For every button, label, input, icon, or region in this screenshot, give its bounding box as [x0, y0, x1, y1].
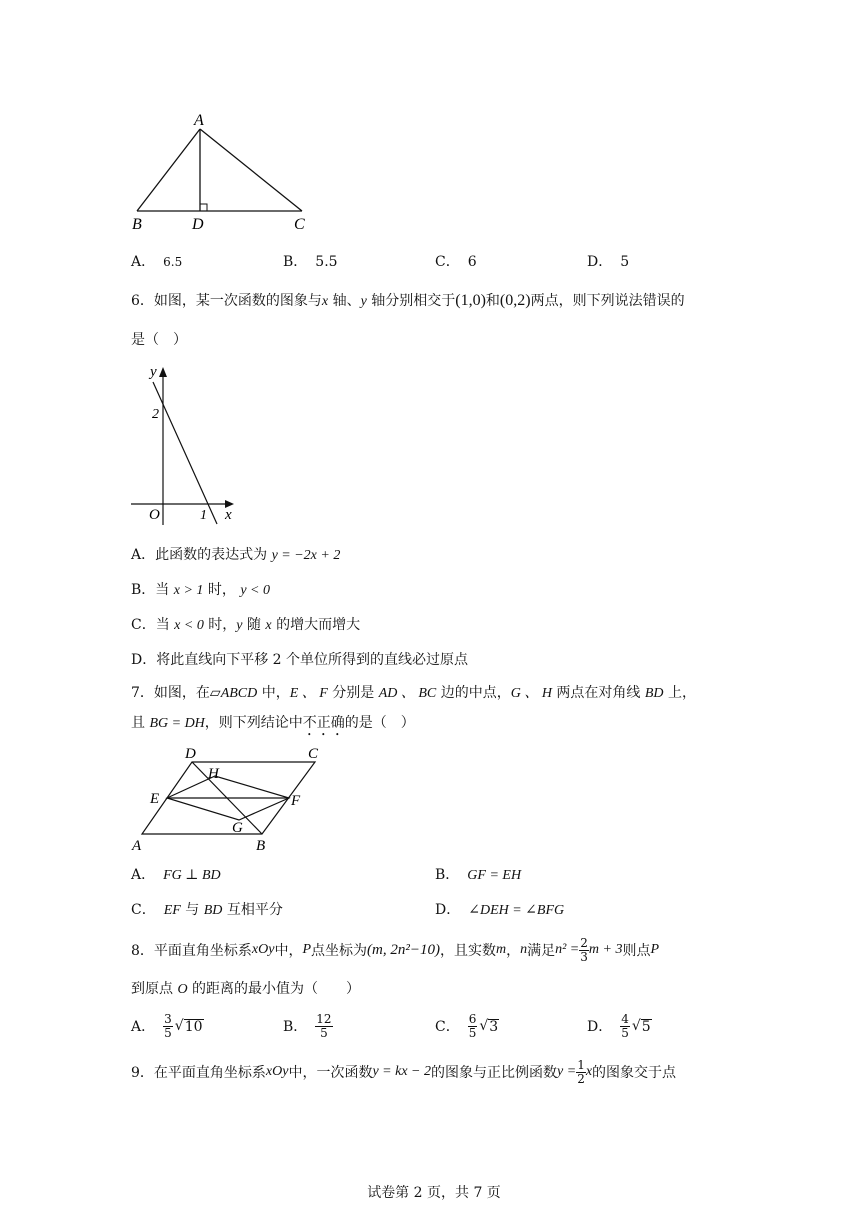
- parallelogram-abcd-figure: [128, 742, 343, 857]
- q5-option-b: B． 5.5: [283, 254, 338, 270]
- page-footer: 试卷第 2 页，共 7 页: [367, 1185, 501, 1201]
- label-h: H: [208, 766, 219, 782]
- label-b: B: [132, 216, 142, 233]
- q9-stem-line1: 9． 在平面直角坐标系 xOy 中，一次函数 y = kx − 2 的图象与正比例函数 y = $\frac{1}{2}$ x 的图象交于点: [131, 1057, 677, 1086]
- label-g: G: [232, 820, 243, 836]
- q6-option-a: A．此函数的表达式为 y = −2x + 2: [131, 547, 341, 563]
- q8-stem-line2: 到原点 O 的距离的最小值为（ ）: [131, 981, 361, 997]
- label-c: C: [308, 746, 319, 762]
- q6-option-d: D．将此直线向下平移 2 个单位所得到的直线必过原点: [131, 652, 469, 668]
- q7-stem-line1: 7．如图，在▱ABCD 中，E 、 F 分别是 AD 、 BC 边的中点，G 、 H 两点在对角线 BD 上，: [131, 685, 696, 701]
- label-a: A: [194, 112, 204, 129]
- label-d: D: [192, 216, 204, 233]
- origin-label: O: [149, 507, 160, 523]
- q7-option-d: D． ∠DEH = ∠BFG: [435, 902, 565, 918]
- q6-option-c: C．当 x < 0 时，y 随 x 的增大而增大: [131, 617, 361, 633]
- label-f: F: [291, 793, 301, 809]
- y-axis-label: y: [150, 364, 157, 380]
- q8-stem-line1: 8． 平面直角坐标系 xOy 中， P 点坐标为 (m, 2n²−10) ，且实数 m ， n 满足 n² = $\frac{2}{3}$ m + 3 则点 P: [131, 935, 660, 964]
- label-e: E: [150, 791, 160, 807]
- q7-option-b: B． GF = EH: [435, 867, 522, 883]
- q8-option-d: D． $\frac{4}{5}$ √ 5: [587, 1011, 651, 1040]
- q8-option-b: B． $\frac{12}{5}$: [283, 1011, 332, 1040]
- q6-stem-line2: 是（ ）: [131, 332, 187, 348]
- triangle-abc-figure: [120, 105, 330, 235]
- q7-option-a: A． FG ⊥ BD: [131, 867, 221, 883]
- q8-option-c: C． $\frac{6}{5}$ √ 3: [435, 1011, 499, 1040]
- q7-option-c: C． EF 与 BD 互相平分: [131, 902, 283, 918]
- q8-option-a: A． $\frac{3}{5}$ √ 10: [131, 1011, 203, 1040]
- q5-option-a: A． 6.5: [131, 254, 183, 270]
- label-c: C: [294, 216, 305, 233]
- q6-option-b: B．当 x > 1 时， y < 0: [131, 582, 270, 598]
- q6-stem-line1: 6．如图，某一次函数的图象与x 轴、y 轴分别相交于(1,0)和(0,2)两点，则下列说法错误的: [131, 292, 685, 309]
- q9-fraction: $\frac{1}{2}$: [577, 1057, 585, 1086]
- line-graph-figure: [128, 362, 240, 532]
- q7-stem-line2: 且 BG = DH，则下列结论中不正确的是（ ）: [131, 715, 415, 731]
- q8-fraction: $\frac{2}{3}$: [580, 935, 588, 964]
- q5-option-d: D． 5: [587, 254, 630, 270]
- label-a: A: [132, 838, 142, 854]
- x-intercept-label: 1: [200, 508, 207, 523]
- y-intercept-label: 2: [152, 407, 159, 422]
- label-d: D: [185, 746, 196, 762]
- label-b: B: [256, 838, 266, 854]
- x-axis-label: x: [225, 507, 232, 523]
- q5-option-c: C． 6: [435, 254, 477, 270]
